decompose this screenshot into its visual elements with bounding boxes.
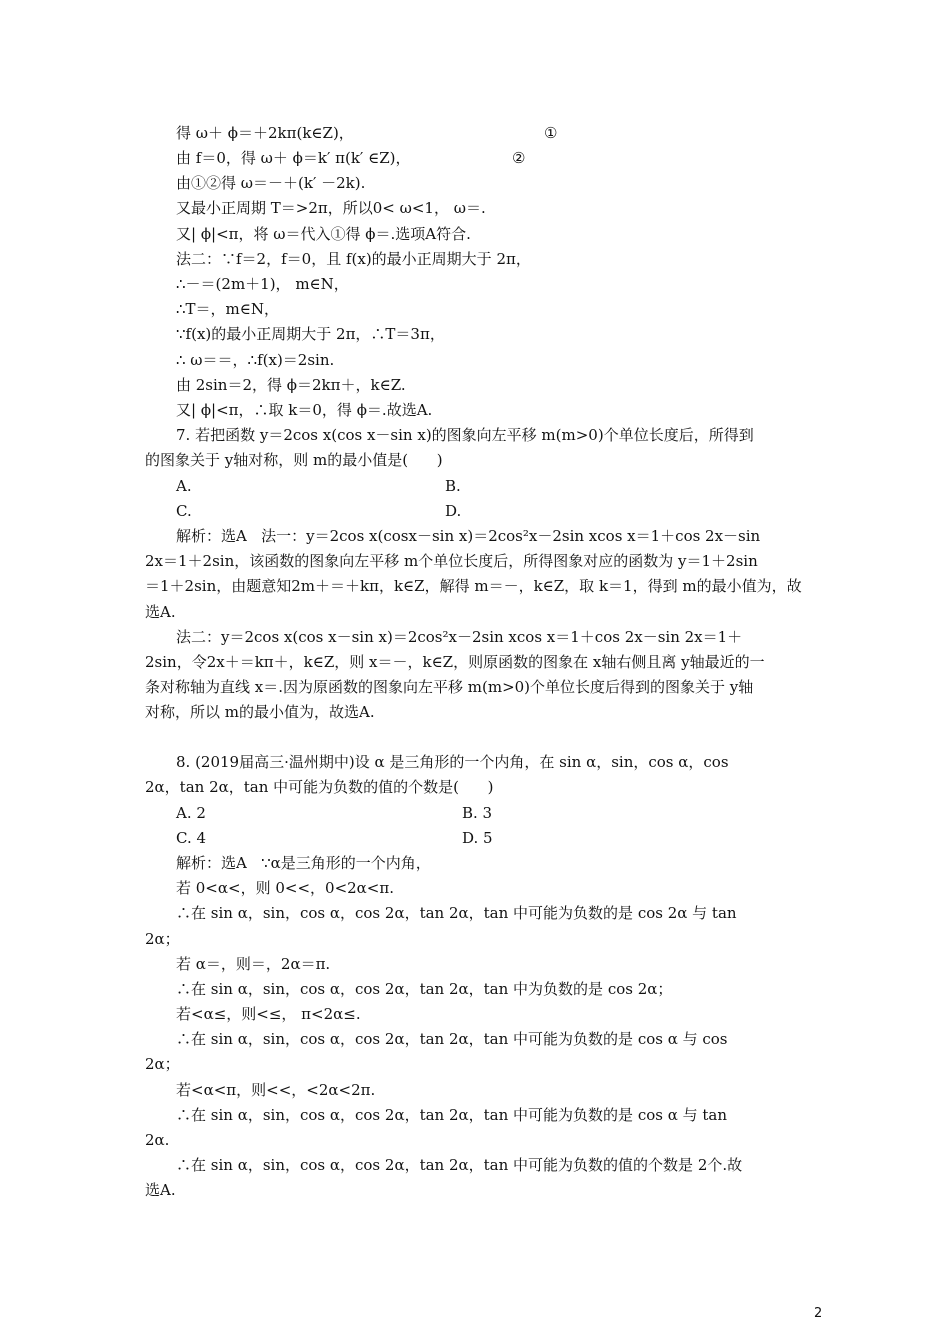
- text-line: 2sin，令2x＋＝kπ＋，k∈Z，则 x＝－，k∈Z，则原函数的图象在 x轴右侧且离 y轴最近的一: [145, 653, 765, 671]
- text-line: 2α；: [145, 1055, 180, 1073]
- option-c: C. 4: [176, 829, 207, 847]
- text-line: 解析：选A ∵α是三角形的一个内角，: [176, 854, 431, 872]
- text-line: 由 2sin＝2，得 ϕ＝2kπ＋，k∈Z.: [176, 376, 406, 394]
- text-line: ①: [544, 124, 558, 142]
- text-line: ∴在 sin α，sin，cos α，cos 2α，tan 2α，tan 中可能为负数的是 cos α 与 cos: [176, 1030, 728, 1048]
- option-d: D. 5: [462, 829, 493, 847]
- text-line: 由①②得 ω＝－＋(k′ －2k).: [176, 174, 366, 192]
- option-c: C.: [176, 502, 192, 520]
- text-line: ②: [512, 149, 526, 167]
- text-line: ∴在 sin α，sin，cos α，cos 2α，tan 2α，tan 中可能为负数的是 cos α 与 tan: [176, 1106, 728, 1124]
- option-a: A.: [176, 477, 192, 495]
- text-line: 得 ω＋ ϕ＝＋2kπ(k∈Z)，: [176, 124, 354, 142]
- text-line: 若<α<π，则<<，<2α<2π.: [176, 1081, 376, 1099]
- option-b: B. 3: [462, 804, 493, 822]
- option-a: A. 2: [176, 804, 206, 822]
- text-line: 又| ϕ|<π，∴取 k＝0，得 ϕ＝.故选A.: [176, 401, 433, 419]
- text-line: 2x＝1＋2sin，该函数的图象向左平移 m个单位长度后，所得图象对应的函数为 y＝1＋2sin: [145, 552, 758, 570]
- text-line: ∴T＝，m∈N，: [176, 300, 280, 318]
- text-line: 条对称轴为直线 x＝.因为原函数的图象向左平移 m(m>0)个单位长度后得到的图象关于 y轴: [145, 678, 754, 696]
- text-line: 法二：y＝2cos x(cos x－sin x)＝2cos²x－2sin xcos x＝1＋cos 2x－sin 2x＝1＋: [176, 628, 743, 646]
- text-line: 又最小正周期 T＝>2π，所以0< ω<1， ω＝.: [176, 199, 486, 217]
- text-line: 2α，tan 2α，tan 中可能为负数的值的个数是( ): [145, 778, 494, 796]
- text-line: 若<α≤，则<≤， π<2α≤.: [176, 1005, 361, 1023]
- text-line: 若 0<α<，则 0<<，0<2α<π.: [176, 879, 395, 897]
- text-line: 选A.: [145, 1181, 176, 1199]
- question-7: 7. 若把函数 y＝2cos x(cos x－sin x)的图象向左平移 m(m>0)个单位长度后，所得到: [176, 426, 754, 444]
- text-line: 若 α＝，则＝，2α＝π.: [176, 955, 331, 973]
- question-8: 8. (2019届高三·温州期中)设 α 是三角形的一个内角，在 sin α，sin，cos α，cos: [176, 753, 729, 771]
- text-line: 法二：∵f＝2，f＝0，且 f(x)的最小正周期大于 2π，: [176, 250, 531, 268]
- text-line: ∴在 sin α，sin，cos α，cos 2α，tan 2α，tan 中为负数的是 cos 2α；: [176, 980, 673, 998]
- text-line: 2α；: [145, 930, 180, 948]
- text-line: ∴－＝(2m＋1)， m∈N，: [176, 275, 349, 293]
- text-line: ＝1＋2sin，由题意知2m＋＝＋kπ，k∈Z，解得 m＝－，k∈Z，取 k＝1，得到 m的最小值为，故: [145, 577, 802, 595]
- page-number: 2: [814, 1306, 823, 1321]
- text-line: 对称，所以 m的最小值为，故选A.: [145, 703, 375, 721]
- option-d: D.: [445, 502, 462, 520]
- text-line: ∵f(x)的最小正周期大于 2π，∴T＝3π，: [176, 325, 445, 343]
- text-line: ∴ ω＝＝，∴f(x)＝2sin.: [176, 351, 335, 369]
- text-line: ∴在 sin α，sin，cos α，cos 2α，tan 2α，tan 中可能为负数的值的个数是 2个.故: [176, 1156, 743, 1174]
- text-line: 由 f＝0，得 ω＋ ϕ＝k′ π(k′ ∈Z)，: [176, 149, 411, 167]
- text-line: 的图象关于 y轴对称，则 m的最小值是( ): [145, 451, 443, 469]
- text-line: ∴在 sin α，sin，cos α，cos 2α，tan 2α，tan 中可能为负数的是 cos 2α 与 tan: [176, 904, 737, 922]
- text-line: 解析：选A 法一：y＝2cos x(cosx－sin x)＝2cos²x－2sin xcos x＝1＋cos 2x－sin: [176, 527, 761, 545]
- text-line: 又| ϕ|<π，将 ω＝代入①得 ϕ＝.选项A符合.: [176, 225, 471, 243]
- text-line: 选A.: [145, 603, 176, 621]
- text-line: 2α.: [145, 1131, 170, 1149]
- option-b: B.: [445, 477, 461, 495]
